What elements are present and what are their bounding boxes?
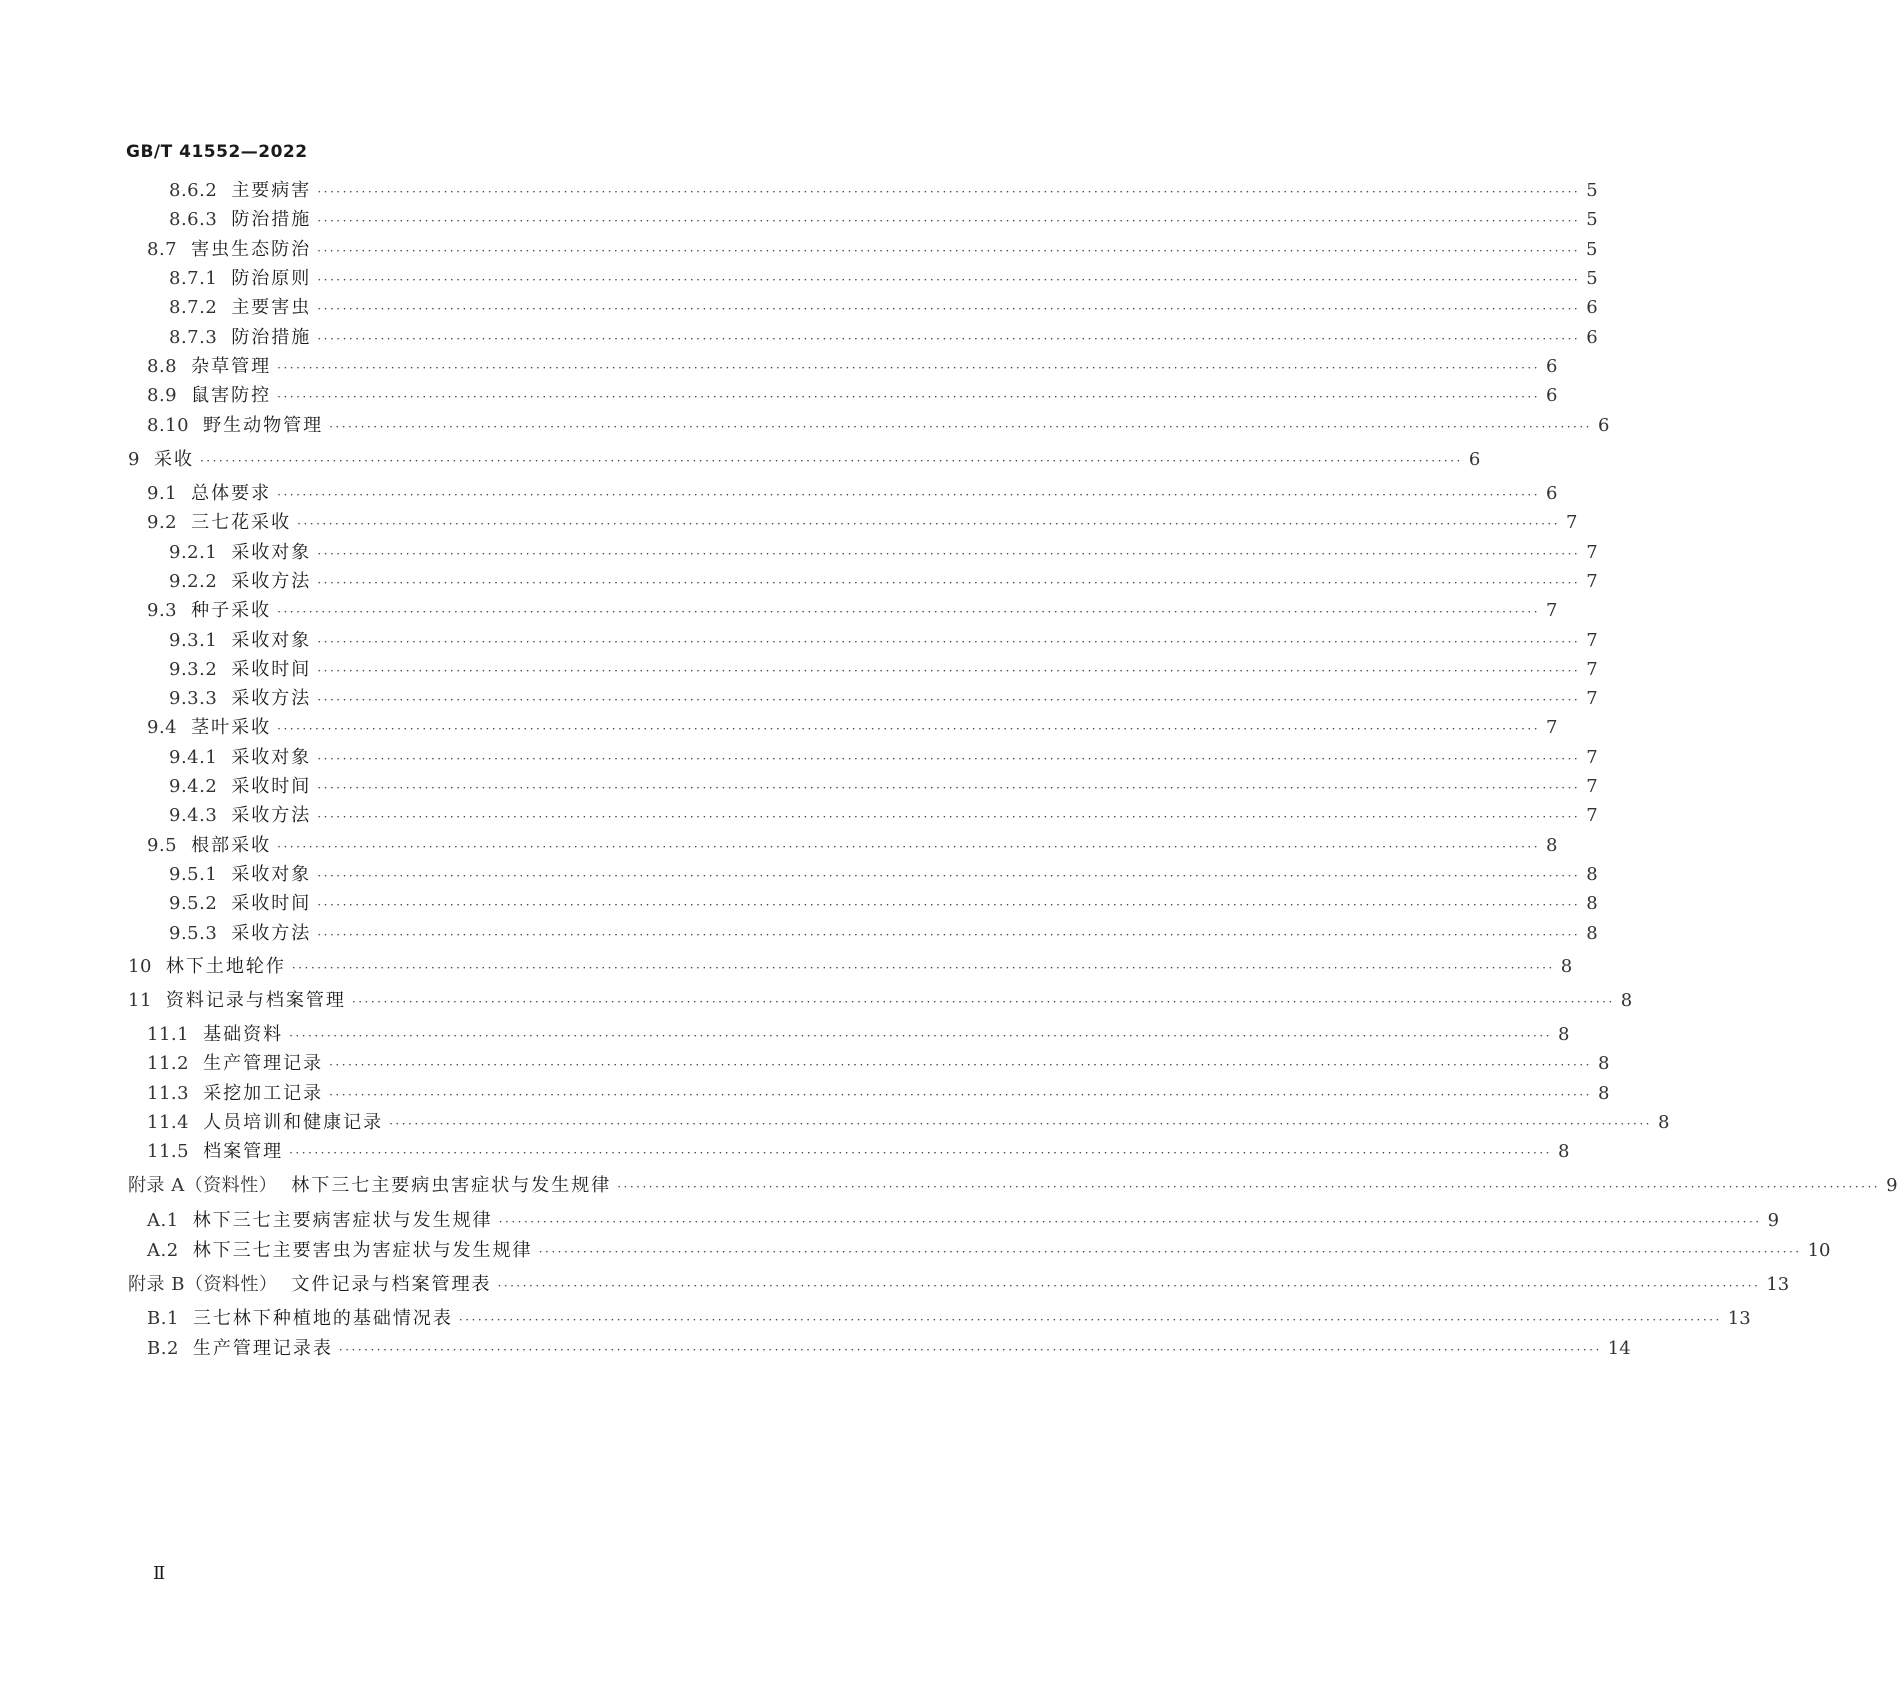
toc-entry-page: 7: [1586, 776, 1598, 797]
toc-entry-page: 7: [1586, 659, 1598, 680]
toc-dot-leader: ········································································································································································································: [317, 810, 1581, 824]
toc-dot-leader: ········································································································································································································: [277, 605, 1541, 619]
toc-entry-number: 9.3: [147, 600, 178, 621]
toc-entry-page: 8: [1597, 1053, 1610, 1074]
toc-entry-page: 8: [1657, 1112, 1670, 1133]
toc-entry-number: 11: [128, 990, 152, 1011]
toc-entry[interactable]: [169, 326, 1598, 351]
toc-entry-title: 文件记录与档案管理表: [291, 1274, 492, 1295]
toc-entry[interactable]: [147, 1239, 1831, 1264]
toc-entry-number: 8.6.3: [169, 209, 218, 230]
toc-entry-number: 11.5: [147, 1141, 190, 1162]
toc-dot-leader: ········································································································································································································: [297, 517, 1561, 531]
toc-entry[interactable]: [169, 179, 1598, 204]
toc-dot-leader: ········································································································································································································: [351, 995, 1615, 1009]
toc-entry-page: 8: [1557, 1141, 1570, 1162]
toc-entry-page: 6: [1586, 327, 1598, 348]
toc-entry-page: 9: [1886, 1175, 1898, 1196]
toc-entry-number: B.1: [147, 1308, 179, 1329]
toc-entry-number: 9.5.2: [169, 893, 218, 914]
toc-entry[interactable]: [147, 355, 1558, 380]
toc-entry-title: 采收对象: [231, 630, 312, 651]
toc-dot-leader: ········································································································································································································: [317, 273, 1581, 287]
toc-entry-title: 基础资料: [203, 1024, 284, 1045]
toc-entry[interactable]: [169, 629, 1598, 654]
toc-dot-leader: ········································································································································································································: [497, 1279, 1761, 1293]
toc-dot-leader: ········································································································································································································: [317, 869, 1581, 883]
toc-entry[interactable]: [147, 599, 1558, 624]
toc-entry-page: 8: [1560, 956, 1573, 977]
toc-dot-leader: ········································································································································································································: [458, 1313, 1722, 1327]
toc-dot-leader: ········································································································································································································: [317, 332, 1581, 346]
toc-entry[interactable]: [169, 296, 1598, 321]
toc-entry[interactable]: [128, 1273, 1790, 1298]
toc-entry-title: 防治原则: [231, 268, 312, 289]
page-number: Ⅱ: [153, 1563, 165, 1584]
toc-dot-leader: ········································································································································································································: [317, 752, 1581, 766]
toc-entry-title: 林下土地轮作: [165, 956, 286, 977]
toc-entry-title: 主要害虫: [231, 297, 312, 318]
toc-entry-number: 8.6.2: [169, 180, 218, 201]
toc-entry-number: 9.5: [147, 835, 178, 856]
toc-entry[interactable]: [169, 541, 1598, 566]
toc-entry-number: 11.3: [147, 1083, 190, 1104]
toc-entry[interactable]: [147, 716, 1558, 741]
toc-dot-leader: ········································································································································································································: [617, 1180, 1881, 1194]
toc-entry[interactable]: [147, 384, 1558, 409]
toc-entry-number: A.2: [147, 1240, 179, 1261]
toc-entry-title: 林下三七主要病虫害症状与发生规律: [291, 1175, 612, 1196]
toc-entry[interactable]: [169, 863, 1598, 888]
toc-entry[interactable]: [147, 1337, 1631, 1362]
toc-entry-number: 9.3.1: [169, 630, 218, 651]
toc-entry-number: 9.1: [147, 483, 178, 504]
toc-entry-title: 采挖加工记录: [203, 1083, 324, 1104]
toc-entry-number: 附录 A（资料性）: [128, 1175, 278, 1196]
toc-entry-page: 13: [1727, 1308, 1751, 1329]
toc-entry-page: 7: [1586, 542, 1598, 563]
toc-dot-leader: ········································································································································································································: [498, 1215, 1762, 1229]
toc-entry-page: 5: [1586, 268, 1598, 289]
toc-dot-leader: ········································································································································································································: [538, 1245, 1802, 1259]
toc-entry-page: 14: [1607, 1338, 1631, 1359]
toc-entry[interactable]: [147, 414, 1610, 439]
toc-entry-title: 三七林下种植地的基础情况表: [192, 1308, 453, 1329]
toc-entry[interactable]: [169, 208, 1598, 233]
toc-dot-leader: ········································································································································································································: [277, 840, 1541, 854]
toc-entry-title: 根部采收: [191, 835, 272, 856]
toc-entry-title: 害虫生态防治: [191, 239, 312, 260]
toc-entry[interactable]: [169, 922, 1598, 947]
toc-dot-leader: ········································································································································································································: [291, 961, 1555, 975]
toc-entry-number: 8.10: [147, 415, 190, 436]
toc-entry[interactable]: [147, 834, 1558, 859]
toc-dot-leader: ········································································································································································································: [277, 722, 1541, 736]
toc-entry-number: 9: [128, 449, 140, 470]
toc-entry[interactable]: [169, 267, 1598, 292]
toc-entry-number: 10: [128, 956, 152, 977]
toc-entry-number: 8.7.1: [169, 268, 218, 289]
toc-entry[interactable]: [147, 1140, 1570, 1165]
toc-entry-page: 8: [1597, 1083, 1610, 1104]
toc-entry-title: 采收: [153, 449, 194, 470]
toc-entry-page: 8: [1586, 864, 1598, 885]
toc-entry-page: 5: [1586, 180, 1598, 201]
toc-entry-number: 9.2.2: [169, 571, 218, 592]
toc-dot-leader: ········································································································································································································: [317, 693, 1581, 707]
toc-dot-leader: ········································································································································································································: [329, 1088, 1592, 1102]
toc-entry-number: 8.7.2: [169, 297, 218, 318]
toc-dot-leader: ········································································································································································································: [317, 928, 1581, 942]
toc-dot-leader: ········································································································································································································: [338, 1343, 1602, 1357]
toc-entry-page: 6: [1546, 483, 1558, 504]
toc-dot-leader: ········································································································································································································: [317, 547, 1581, 561]
toc-dot-leader: ········································································································································································································: [199, 454, 1463, 468]
toc-entry-page: 7: [1586, 630, 1598, 651]
toc-entry-title: 防治措施: [231, 209, 312, 230]
toc-dot-leader: ········································································································································································································: [277, 488, 1541, 502]
toc-entry-title: 采收方法: [231, 923, 312, 944]
toc-entry-page: 8: [1586, 893, 1598, 914]
toc-entry-title: 采收对象: [231, 542, 312, 563]
toc-entry-title: 杂草管理: [191, 356, 272, 377]
toc-entry-number: 9.3.2: [169, 659, 218, 680]
toc-entry-title: 生产管理记录: [203, 1053, 324, 1074]
toc-entry-number: 11.4: [147, 1112, 190, 1133]
toc-entry-page: 7: [1546, 717, 1558, 738]
toc-entry[interactable]: [147, 1307, 1751, 1332]
toc-entry-title: 采收方法: [231, 571, 312, 592]
toc-dot-leader: ········································································································································································································: [317, 781, 1581, 795]
toc-entry-page: 6: [1546, 356, 1558, 377]
toc-entry-page: 8: [1557, 1024, 1570, 1045]
toc-entry-number: 11.1: [147, 1024, 190, 1045]
toc-entry-title: 采收时间: [231, 893, 312, 914]
toc-entry-page: 8: [1620, 990, 1633, 1011]
toc-entry-number: 11.2: [147, 1053, 190, 1074]
toc-entry[interactable]: [147, 238, 1598, 263]
toc-entry[interactable]: [169, 804, 1598, 829]
toc-dot-leader: ········································································································································································································: [317, 635, 1581, 649]
toc-entry-page: 10: [1807, 1240, 1831, 1261]
toc-entry-page: 6: [1468, 449, 1481, 470]
toc-entry-page: 7: [1586, 747, 1598, 768]
toc-entry-title: 档案管理: [203, 1141, 284, 1162]
toc-entry-number: 8.7.3: [169, 327, 218, 348]
toc-dot-leader: ········································································································································································································: [289, 1146, 1552, 1160]
toc-dot-leader: ········································································································································································································: [389, 1117, 1652, 1131]
toc-entry-title: 林下三七主要病害症状与发生规律: [192, 1210, 493, 1231]
toc-entry-number: 8.8: [147, 356, 178, 377]
toc-dot-leader: ········································································································································································································: [329, 420, 1592, 434]
toc-entry-page: 8: [1586, 923, 1598, 944]
toc-entry-title: 总体要求: [191, 483, 272, 504]
toc-entry-number: A.1: [147, 1210, 179, 1231]
toc-dot-leader: ········································································································································································································: [277, 361, 1541, 375]
toc-entry-page: 7: [1586, 688, 1598, 709]
toc-dot-leader: ········································································································································································································: [317, 898, 1581, 912]
toc-entry-number: 9.4: [147, 717, 178, 738]
toc-dot-leader: ········································································································································································································: [317, 244, 1581, 258]
toc-dot-leader: ········································································································································································································: [317, 302, 1581, 316]
toc-entry[interactable]: [147, 1052, 1610, 1077]
toc-entry-title: 资料记录与档案管理: [165, 990, 346, 1011]
toc-entry[interactable]: [147, 1111, 1670, 1136]
toc-entry[interactable]: [169, 746, 1598, 771]
toc-entry-page: 7: [1566, 512, 1578, 533]
toc-entry-page: 8: [1546, 835, 1558, 856]
toc-entry-number: 9.4.3: [169, 805, 218, 826]
toc-entry[interactable]: [147, 482, 1558, 507]
standard-code: GB/T 41552—2022: [126, 142, 308, 162]
toc-entry-page: 7: [1586, 805, 1598, 826]
toc-entry-number: 附录 B（资料性）: [128, 1274, 278, 1295]
toc-entry[interactable]: [169, 570, 1598, 595]
toc-entry-number: 9.5.3: [169, 923, 218, 944]
toc-entry-title: 防治措施: [231, 327, 312, 348]
toc-entry-title: 采收时间: [231, 659, 312, 680]
toc-entry-page: 5: [1586, 239, 1598, 260]
toc-entry[interactable]: [128, 955, 1573, 980]
toc-entry-number: 8.7: [147, 239, 178, 260]
toc-entry-page: 6: [1597, 415, 1610, 436]
toc-entry[interactable]: [128, 448, 1481, 473]
toc-entry-page: 9: [1767, 1210, 1780, 1231]
toc-entry-page: 13: [1766, 1274, 1790, 1295]
toc-entry-title: 采收方法: [231, 688, 312, 709]
toc-entry-page: 7: [1546, 600, 1558, 621]
toc-entry-page: 6: [1546, 385, 1558, 406]
toc-entry-number: 9.4.2: [169, 776, 218, 797]
toc-entry-number: 9.2.1: [169, 542, 218, 563]
toc-entry[interactable]: [169, 775, 1598, 800]
toc-entry-title: 鼠害防控: [191, 385, 272, 406]
toc-entry[interactable]: [169, 892, 1598, 917]
toc-entry-title: 人员培训和健康记录: [203, 1112, 384, 1133]
toc-entry-title: 生产管理记录表: [192, 1338, 333, 1359]
toc-dot-leader: ········································································································································································································: [329, 1058, 1592, 1072]
toc-entry-title: 采收时间: [231, 776, 312, 797]
toc-entry-number: B.2: [147, 1338, 179, 1359]
toc-dot-leader: ········································································································································································································: [317, 214, 1581, 228]
toc-entry-title: 茎叶采收: [191, 717, 272, 738]
toc-entry-title: 主要病害: [231, 180, 312, 201]
toc-dot-leader: ········································································································································································································: [317, 185, 1581, 199]
toc-entry[interactable]: [169, 687, 1598, 712]
toc-entry-number: 9.2: [147, 512, 178, 533]
toc-entry-title: 采收方法: [231, 805, 312, 826]
toc-entry-title: 采收对象: [231, 747, 312, 768]
toc-entry-page: 5: [1586, 209, 1598, 230]
toc-entry-title: 种子采收: [191, 600, 272, 621]
toc-entry[interactable]: [128, 989, 1633, 1014]
toc-entry-number: 9.5.1: [169, 864, 218, 885]
toc-entry-number: 9.3.3: [169, 688, 218, 709]
toc-entry[interactable]: [169, 658, 1598, 683]
toc-dot-leader: ········································································································································································································: [317, 576, 1581, 590]
toc-entry-page: 7: [1586, 571, 1598, 592]
toc-entry[interactable]: [147, 1209, 1780, 1234]
toc-entry-number: 9.4.1: [169, 747, 218, 768]
toc-entry-title: 三七花采收: [191, 512, 292, 533]
toc-entry[interactable]: [147, 1082, 1610, 1107]
toc-entry[interactable]: [147, 511, 1578, 536]
toc-entry-title: 采收对象: [231, 864, 312, 885]
toc-entry[interactable]: [128, 1174, 1898, 1199]
toc-dot-leader: ········································································································································································································: [277, 390, 1541, 404]
toc-dot-leader: ········································································································································································································: [317, 664, 1581, 678]
toc-dot-leader: ········································································································································································································: [289, 1029, 1552, 1043]
toc-entry[interactable]: [147, 1023, 1570, 1048]
toc-entry-title: 野生动物管理: [203, 415, 324, 436]
toc-entry-number: 8.9: [147, 385, 178, 406]
toc-entry-title: 林下三七主要害虫为害症状与发生规律: [192, 1240, 533, 1261]
toc-entry-page: 6: [1586, 297, 1598, 318]
